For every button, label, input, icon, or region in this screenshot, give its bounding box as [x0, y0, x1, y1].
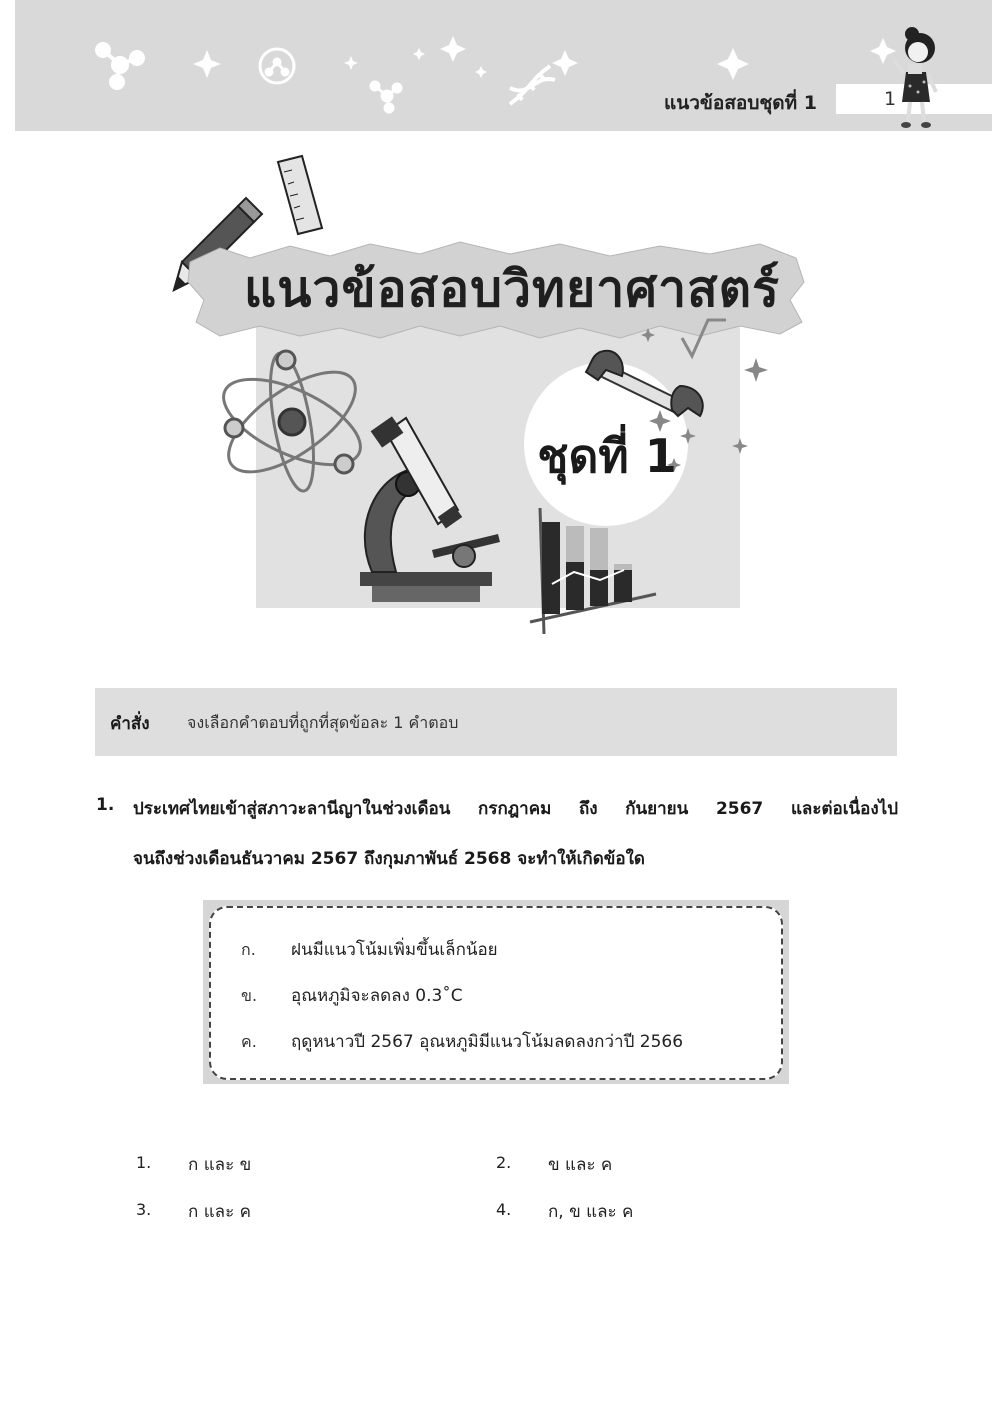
set-label: ชุดที่ 1	[537, 429, 677, 483]
statement-box	[203, 900, 789, 1084]
question-text-line-2: จนถึงช่วงเดือนธันวาคม 2567 ถึงกุมภาพันธ์ 2568 จะทำให้เกิดข้อใด	[133, 849, 645, 869]
instruction-bar	[95, 688, 897, 756]
choice-text[interactable]: ข และ ค	[548, 1155, 613, 1175]
hero-title-wrap	[184, 228, 812, 332]
bar-chart-icon	[530, 508, 656, 634]
atom-icon	[211, 350, 372, 494]
sparkle-icon	[552, 38, 896, 80]
statement-key: ข.	[241, 986, 258, 1005]
statement-text: อุณหภูมิจะลดลง 0.3˚C	[291, 986, 463, 1006]
header-title: แนวข้อสอบชุดที่ 1	[664, 92, 817, 114]
hero-illustrations	[160, 150, 840, 650]
instruction-label: คำสั่ง	[110, 714, 150, 734]
sparkle-icon	[344, 56, 358, 70]
molecule-icon	[371, 82, 401, 112]
microscope-icon	[360, 416, 500, 602]
statement-text: ฝนมีแนวโน้มเพิ่มขึ้นเล็กน้อย	[291, 940, 498, 960]
choice-text[interactable]: ก และ ค	[188, 1202, 251, 1222]
choice-number: 3.	[136, 1200, 152, 1219]
network-icon	[260, 49, 294, 83]
instruction-text: จงเลือกคำตอบที่ถูกที่สุดข้อละ 1 คำตอบ	[187, 713, 459, 732]
statement-box-inner	[209, 906, 783, 1080]
choice-text[interactable]: ก, ข และ ค	[548, 1202, 634, 1222]
molecule-icon	[97, 44, 143, 88]
choice-number: 1.	[136, 1153, 152, 1172]
statement-key: ค.	[241, 1032, 257, 1051]
sparkle-icon	[413, 36, 487, 78]
page-number: 1	[884, 88, 897, 110]
question-text-line-1: ประเทศไทยเข้าสู่สภาวะลานีญาในช่วงเดือน กรกฎาคม ถึง กันยายน 2567 และต่อเนื่องไป	[133, 799, 898, 819]
dna-icon	[510, 66, 555, 104]
choice-number: 4.	[496, 1200, 512, 1219]
hero-title: แนวข้อสอบวิทยาศาสตร์	[243, 260, 781, 318]
question-number: 1.	[96, 795, 115, 815]
choice-number: 2.	[496, 1153, 512, 1172]
choice-text[interactable]: ก และ ข	[188, 1155, 252, 1175]
girl-character-illustration	[888, 22, 948, 134]
sparkle-icon	[193, 50, 221, 78]
statement-text: ฤดูหนาวปี 2567 อุณหภูมิมีแนวโน้มลดลงกว่าปี 2566	[291, 1032, 684, 1052]
statement-key: ก.	[241, 940, 256, 959]
ruler-icon	[278, 156, 322, 234]
